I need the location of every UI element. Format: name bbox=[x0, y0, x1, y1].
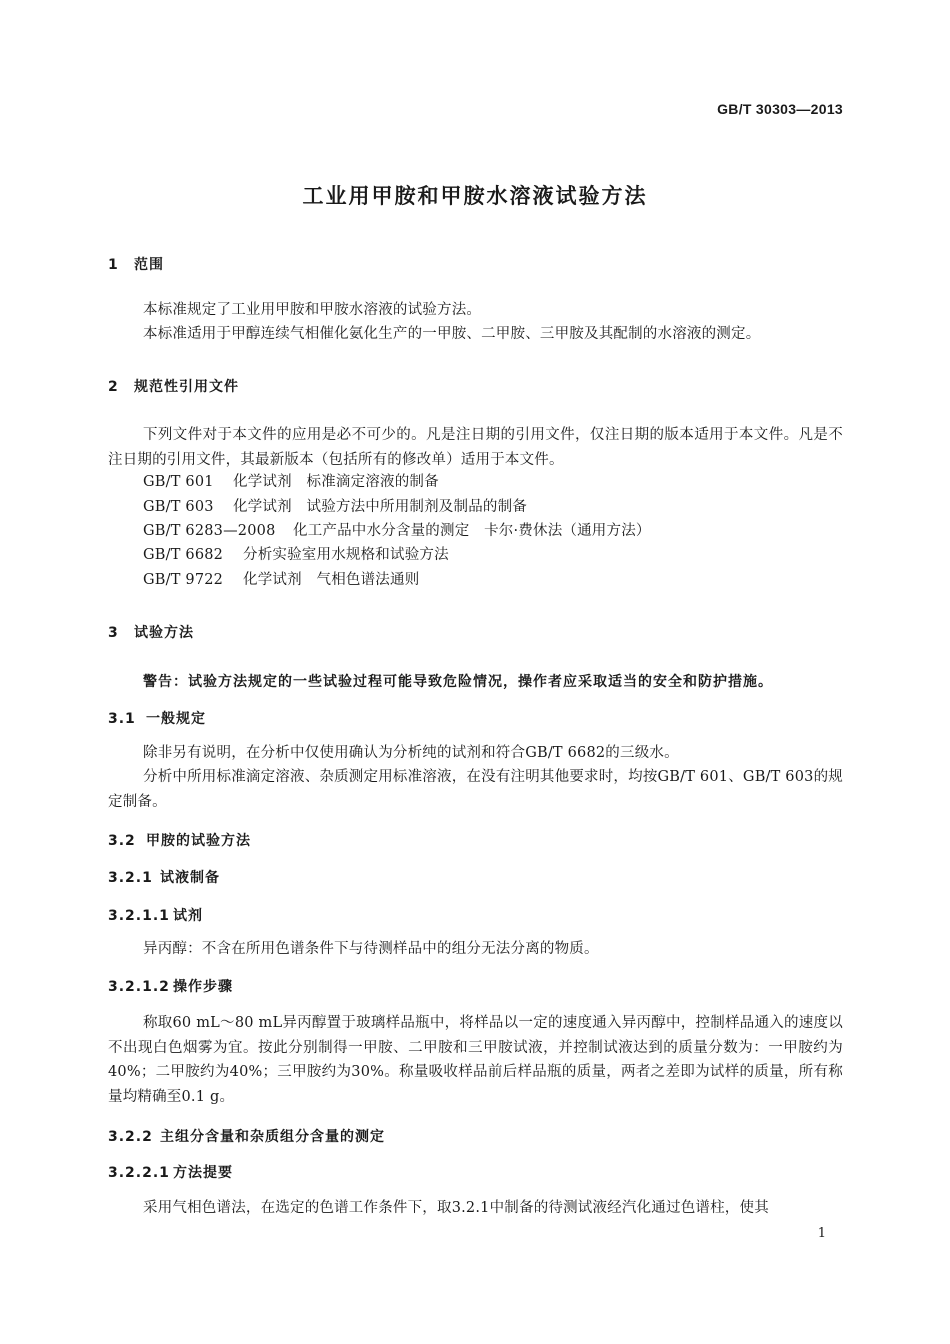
section-number: 3.2.1.2 bbox=[108, 979, 170, 995]
reference-title: 分析实验室用水规格和试验方法 bbox=[243, 547, 449, 563]
section-number: 3.2 bbox=[108, 833, 136, 849]
reference-title: 化工产品中水分含量的测定 卡尔·费休法（通用方法） bbox=[293, 523, 651, 539]
reference-item bbox=[143, 470, 439, 494]
section-title: 试液制备 bbox=[160, 870, 220, 886]
section-3-2-1-heading bbox=[108, 867, 220, 887]
section-title: 规范性引用文件 bbox=[134, 379, 239, 395]
reference-title: 化学试剂 标准滴定溶液的制备 bbox=[233, 474, 439, 490]
reference-title: 化学试剂 气相色谱法通则 bbox=[243, 572, 420, 588]
paragraph: 异丙醇：不含在所用色谱条件下与待测样品中的组分无法分离的物质。 bbox=[143, 941, 599, 957]
section-title: 甲胺的试验方法 bbox=[146, 833, 251, 849]
paragraph: 采用气相色谱法，在选定的色谱工作条件下，取3.2.1中制备的待测试液经汽化通过色谱柱，使其 bbox=[143, 1200, 769, 1216]
section-title: 主组分含量和杂质组分含量的测定 bbox=[160, 1129, 385, 1145]
section-1-heading bbox=[108, 254, 164, 274]
document-title: 工业用甲胺和甲胺水溶液试验方法 bbox=[302, 184, 648, 208]
paragraph: 除非另有说明，在分析中仅使用确认为分析纯的试剂和符合GB/T 6682的三级水。 bbox=[143, 745, 679, 761]
warning-text: 警告：试验方法规定的一些试验过程可能导致危险情况，操作者应采取适当的安全和防护措施。 bbox=[143, 674, 773, 690]
section-title: 一般规定 bbox=[146, 711, 206, 727]
section-number: 3.2.1 bbox=[108, 870, 153, 886]
section-title: 方法提要 bbox=[173, 1165, 233, 1181]
reference-code: GB/T 601 bbox=[143, 474, 214, 490]
section-3-2-heading bbox=[108, 830, 251, 850]
reference-code: GB/T 9722 bbox=[143, 572, 224, 588]
reference-item bbox=[143, 543, 449, 567]
section-title: 范围 bbox=[134, 257, 164, 273]
page-number: 1 bbox=[817, 1226, 826, 1241]
section-3-2-2-heading bbox=[108, 1126, 385, 1146]
paragraph: 下列文件对于本文件的应用是必不可少的。凡是注日期的引用文件，仅注日期的版本适用于本文件。凡是不注日期的引用文件，其最新版本（包括所有的修改单）适用于本文件。 bbox=[108, 427, 843, 468]
reference-item bbox=[143, 495, 527, 519]
section-3-2-1-2-heading bbox=[108, 976, 233, 996]
standard-number: GB/T 30303—2013 bbox=[717, 101, 843, 117]
section-number: 1 bbox=[108, 257, 119, 273]
section-number: 3.2.2 bbox=[108, 1129, 153, 1145]
section-3-2-2-1-heading bbox=[108, 1162, 233, 1182]
section-3-1-heading bbox=[108, 708, 206, 728]
section-number: 3.1 bbox=[108, 711, 136, 727]
section-title: 操作步骤 bbox=[173, 979, 233, 995]
section-3-heading bbox=[108, 622, 194, 642]
reference-item bbox=[143, 568, 419, 592]
reference-title: 化学试剂 试验方法中所用制剂及制品的制备 bbox=[233, 499, 527, 515]
section-number: 3 bbox=[108, 625, 119, 641]
paragraph: 本标准适用于甲醇连续气相催化氨化生产的一甲胺、二甲胺、三甲胺及其配制的水溶液的测定。 bbox=[143, 326, 761, 342]
paragraph: 本标准规定了工业用甲胺和甲胺水溶液的试验方法。 bbox=[143, 302, 482, 318]
section-title: 试验方法 bbox=[134, 625, 194, 641]
reference-code: GB/T 603 bbox=[143, 499, 214, 515]
reference-code: GB/T 6283—2008 bbox=[143, 523, 276, 539]
section-number: 3.2.1.1 bbox=[108, 908, 170, 924]
section-3-2-1-1-heading bbox=[108, 905, 203, 925]
paragraph: 分析中所用标准滴定溶液、杂质测定用标准溶液，在没有注明其他要求时，均按GB/T 601、GB/T 603的规定制备。 bbox=[108, 769, 843, 810]
reference-code: GB/T 6682 bbox=[143, 547, 224, 563]
reference-item bbox=[143, 519, 651, 543]
section-number: 2 bbox=[108, 379, 119, 395]
section-title: 试剂 bbox=[173, 908, 203, 924]
section-2-heading bbox=[108, 376, 239, 396]
section-number: 3.2.2.1 bbox=[108, 1165, 170, 1181]
paragraph: 称取60 mL～80 mL异丙醇置于玻璃样品瓶中，将样品以一定的速度通入异丙醇中，控制样品通入的速度以不出现白色烟雾为宜。按此分别制得一甲胺、二甲胺和三甲胺试液，并控制试液达到的质量分数为：一甲胺约为40%；二甲胺约为40%；三甲胺约为30%。称量吸收样品前后样品瓶的质量，两者之差即为试样的质量，所有称量均精确至0.1 g。 bbox=[108, 1015, 843, 1105]
